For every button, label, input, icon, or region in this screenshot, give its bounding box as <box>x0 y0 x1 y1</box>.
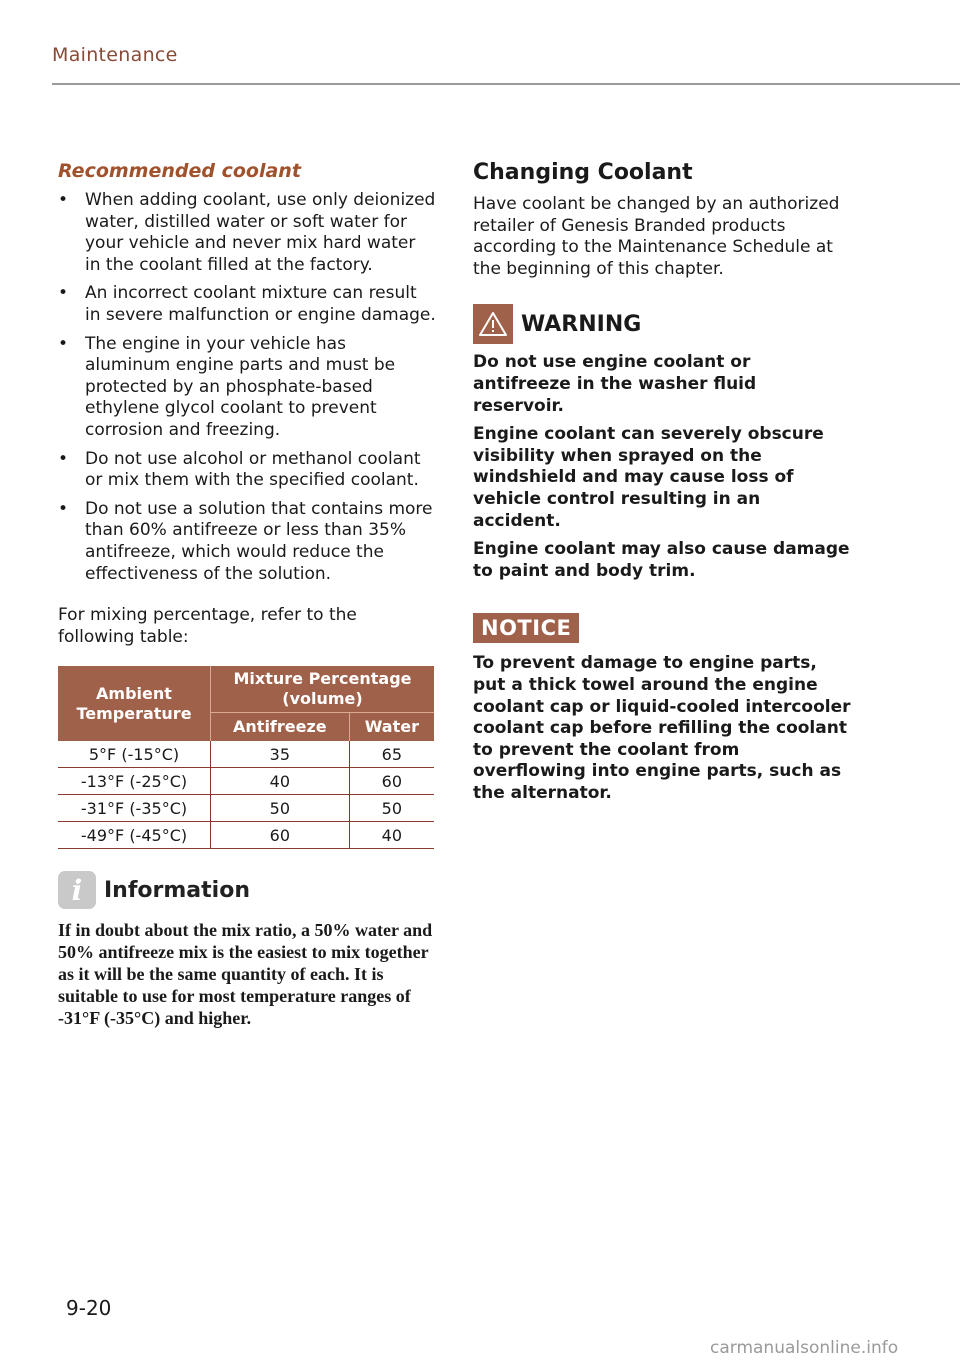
table-header-water: Water <box>349 713 434 742</box>
list-item: • An incorrect coolant mixture can result in severe malfunction or engine damage. <box>58 283 436 325</box>
table-header-mixture: Mixture Percentage (volume) <box>211 666 435 713</box>
changing-coolant-body: Have coolant be changed by an authorized retailer of Genesis Branded products according to the Maintenance Schedule at the beginning of this chapter. <box>473 194 840 279</box>
changing-coolant-title: Changing Coolant <box>473 160 693 185</box>
info-icon: i <box>58 871 96 909</box>
page-header-title: Maintenance <box>52 44 178 66</box>
table-row <box>58 741 434 768</box>
cell-temperature: -49°F (-45°C) <box>58 822 211 849</box>
warning-paragraph: Do not use engine coolant or antifreeze in the washer fluid reservoir. <box>473 352 757 416</box>
list-item: • Do not use alcohol or methanol coolant or mix them with the specified coolant. <box>58 448 421 491</box>
cell-antifreeze: 35 <box>211 741 350 768</box>
coolant-mix-table <box>58 666 434 849</box>
table-header-ambient: Ambient Temperature <box>58 666 211 741</box>
information-header <box>58 871 436 909</box>
table-row <box>58 822 434 849</box>
cell-water: 50 <box>349 795 434 822</box>
header-divider <box>52 83 960 85</box>
table-header-antifreeze: Antifreeze <box>211 713 350 742</box>
cell-water: 65 <box>349 741 434 768</box>
table-row <box>58 795 434 822</box>
list-item: • When adding coolant, use only deionized water, distilled water or soft water for your vehicle and never mix hard water in the coolant filled at the factory. <box>58 190 436 275</box>
recommended-coolant-list <box>58 190 436 585</box>
right-column <box>473 160 853 804</box>
warning-title: WARNING <box>521 311 642 337</box>
information-title: Information <box>104 877 250 903</box>
warning-header <box>473 304 853 344</box>
bullet-icon: • <box>58 283 69 304</box>
cell-temperature: 5°F (-15°C) <box>58 741 211 768</box>
bullet-icon: • <box>58 333 69 354</box>
list-item: • Do not use a solution that contains more than 60% antifreeze or less than 35% antifreeze, which would reduce the effectiveness of the solution. <box>58 498 433 584</box>
cell-antifreeze: 40 <box>211 768 350 795</box>
watermark-text: carmanualsonline.info <box>710 1338 899 1358</box>
table-row <box>58 768 434 795</box>
notice-badge: NOTICE <box>473 613 579 643</box>
warning-triangle-icon <box>473 304 513 344</box>
bullet-icon: • <box>58 448 69 469</box>
bullet-icon: • <box>58 498 69 519</box>
cell-water: 40 <box>349 822 434 849</box>
cell-water: 60 <box>349 768 434 795</box>
cell-antifreeze: 50 <box>211 795 350 822</box>
mixing-note: For mixing percentage, refer to the following table: <box>58 605 357 647</box>
recommended-coolant-heading: Recommended coolant <box>58 160 301 182</box>
list-item: • The engine in your vehicle has aluminum engine parts and must be protected by an phosphate-based ethylene glycol coolant to prevent corrosion and freezing. <box>58 333 396 440</box>
cell-temperature: -31°F (-35°C) <box>58 795 211 822</box>
warning-paragraph: Engine coolant may also cause damage to paint and body trim. <box>473 539 850 581</box>
bullet-icon: • <box>58 190 69 210</box>
warning-paragraph: Engine coolant can severely obscure visibility when sprayed on the windshield and may cause loss of vehicle control resulting in an accident. <box>473 424 824 531</box>
page-number: 9-20 <box>66 1296 112 1320</box>
cell-temperature: -13°F (-25°C) <box>58 768 211 795</box>
information-body: If in doubt about the mix ratio, a 50% water and 50% antifreeze mix is the easiest to mix together as it will be the same quantity of each. It is suitable to use for most temperature ranges of -31°F (-35°C) and higher. <box>58 920 433 1029</box>
notice-body: To prevent damage to engine parts, put a thick towel around the engine coolant cap or liquid-cooled intercooler coolant cap before refilling the coolant to prevent the coolant from overflowing into engine parts, such as the alternator. <box>473 653 851 803</box>
left-column <box>58 160 436 1029</box>
cell-antifreeze: 60 <box>211 822 350 849</box>
